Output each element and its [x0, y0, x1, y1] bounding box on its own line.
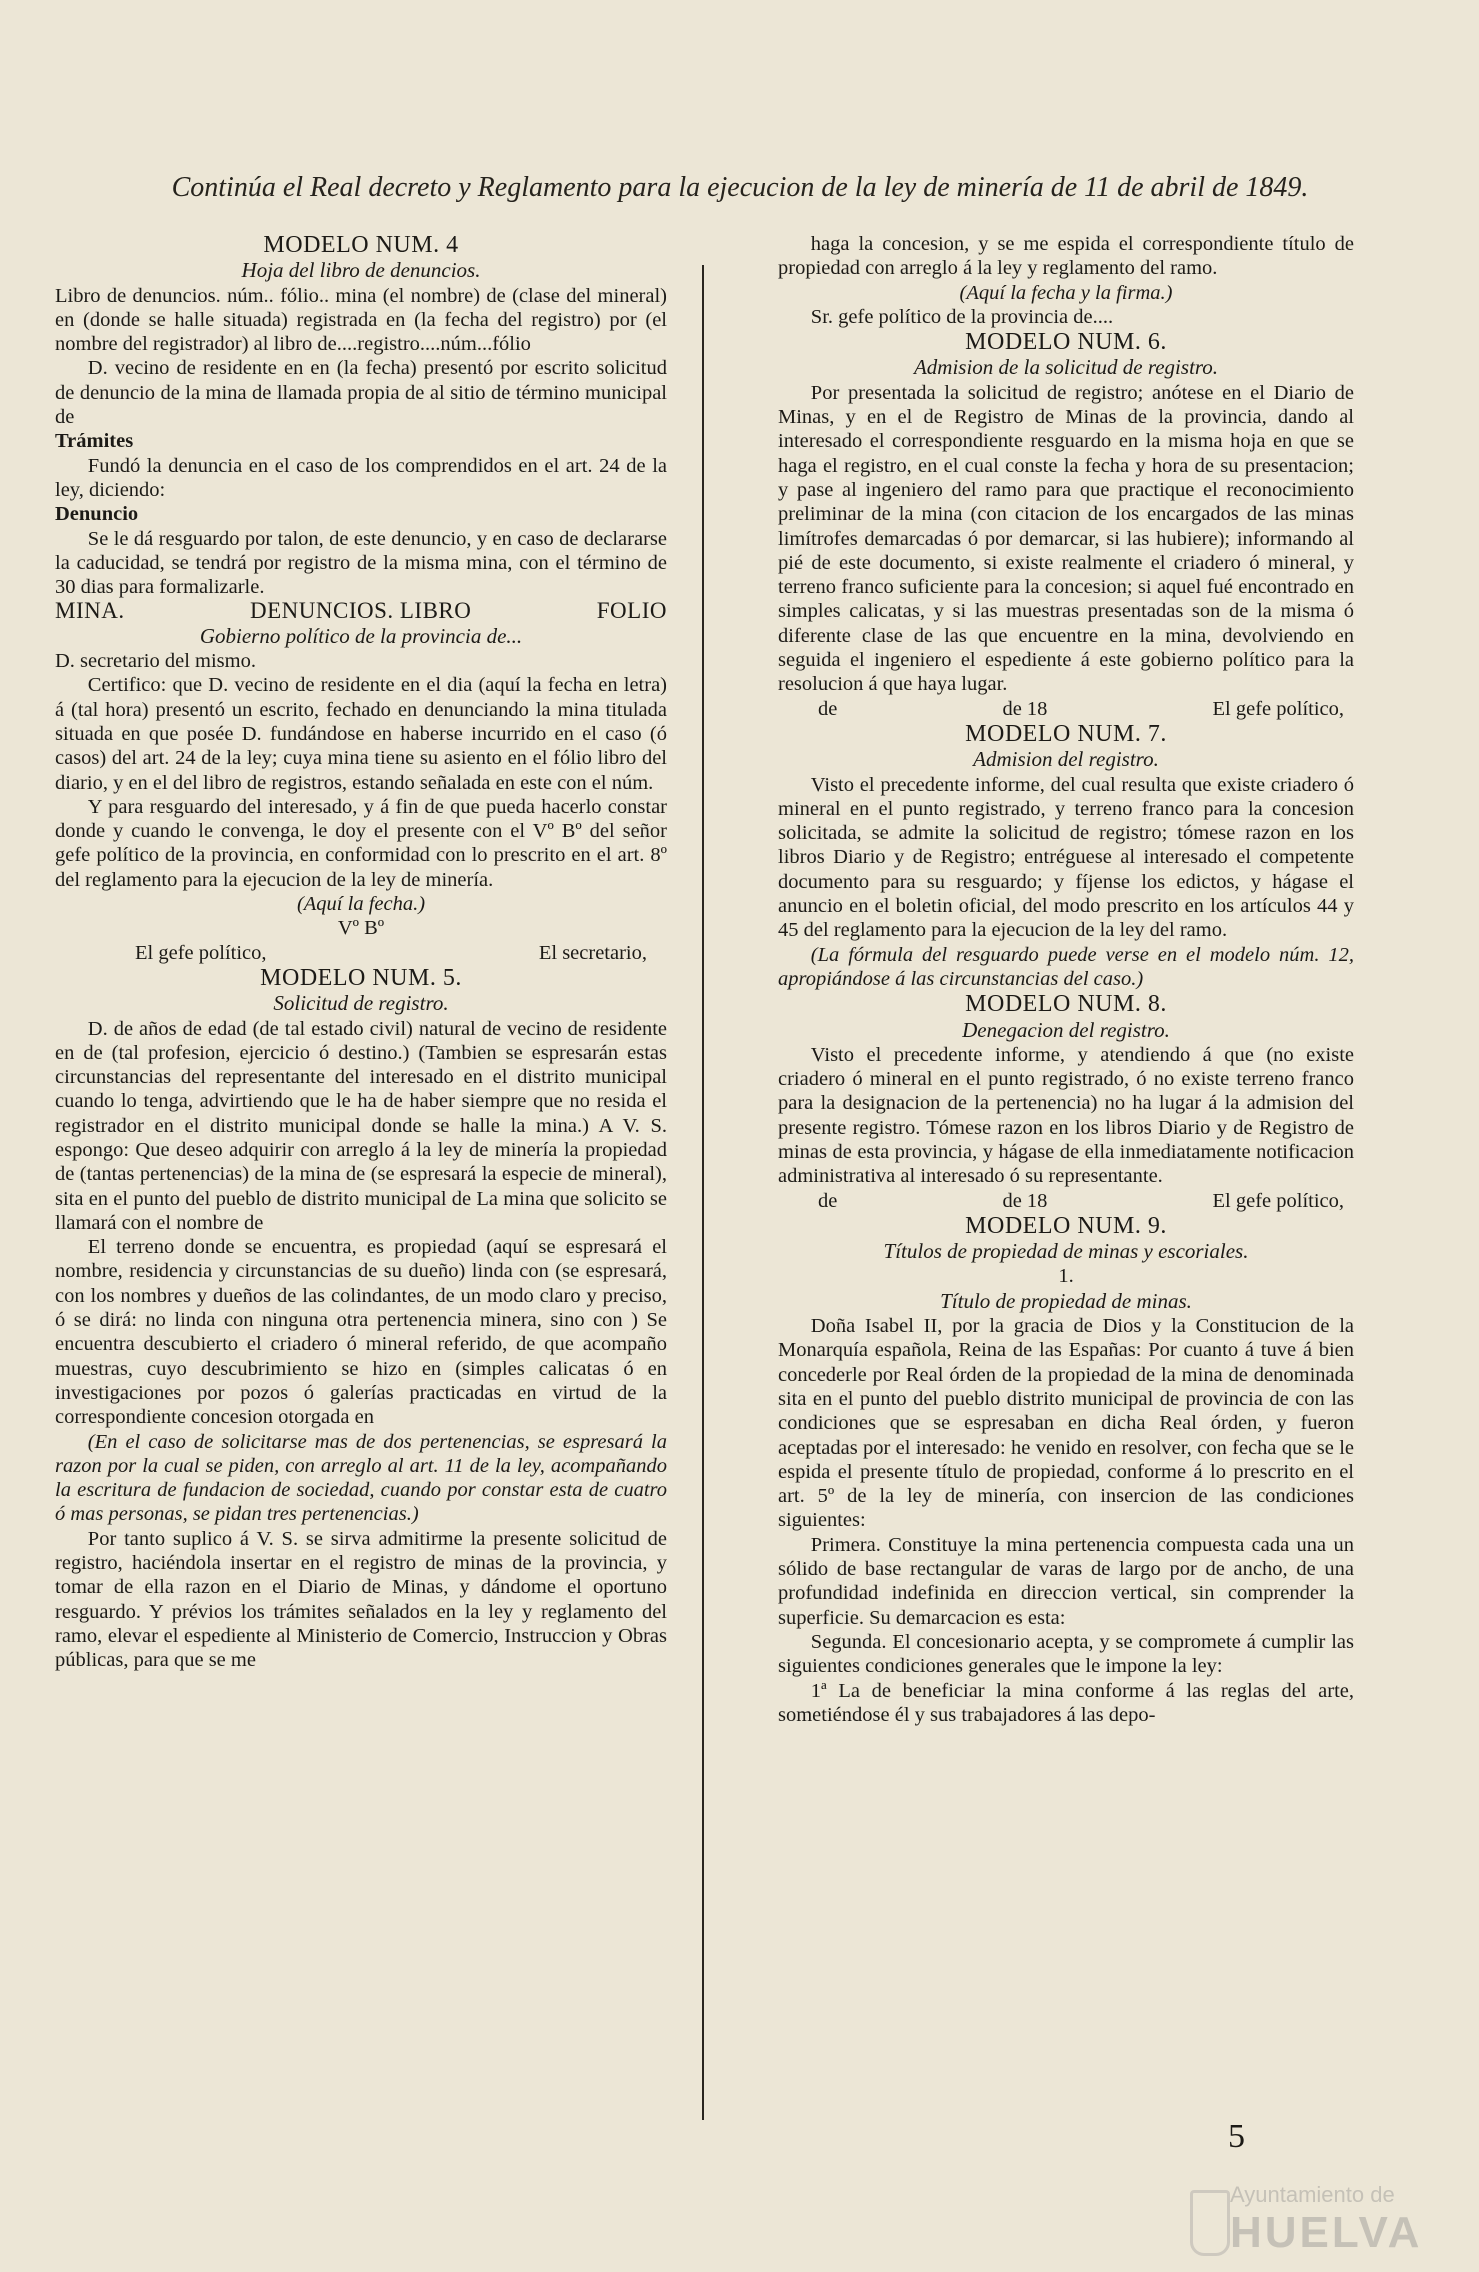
modelo-5-paragraph: D. de años de edad (de tal estado civil) natural de vecino de residente en de (tal profesion, ejercicio ó destino.) (Tambien se espresarán estas circunstancias del representante del interesado en el distrito municipal cuando lo tenga, advirtiendo que le ha de haber siempre que no resida el registrador en el distrito municipal donde se halle la mina.) A V. S. espongo: Que deseo adquirir con arreglo á la ley de minería la propiedad de (tantas pertenencias) de la mina de (se espresará la especie de mineral), sita en el punto del pueblo de distrito municipal de La mina que solicito se llamará con el nombre de — [55, 1017, 667, 1234]
section-number: 1. — [1058, 1265, 1074, 1288]
modelo-7-subtitle: Admision del registro. — [973, 747, 1159, 772]
coat-of-arms-icon — [1190, 2190, 1230, 2256]
modelo-4-subtitle: Hoja del libro de denuncios. — [241, 258, 481, 283]
modelo-9-subtitle: Títulos de propiedad de minas y escoriales. — [883, 1239, 1249, 1264]
modelo-4-paragraph: Se le dá resguardo por talon, de este denuncio, y en caso de declararse la caducidad, se tendrá por registro de la misma mina, con el término de 30 dias para formalizarle. — [55, 527, 667, 599]
modelo-4-paragraph: D. vecino de residente en en (la fecha) presentó por escrito solicitud de denuncio de la mina de llamada propia de al sitio de término municipal de — [55, 357, 667, 429]
modelo-6-paragraph: Por presentada la solicitud de registro; anótese en el Diario de Minas, y en el de Registro de Minas de la provincia, dando al interesado el correspondiente resguardo en la misma hoja en que se haga el registro, en el cual conste la fecha y hora de su presentacion; y pase al ingeniero del ramo para que practique el reconocimiento preliminar de la mina (con citacion de los encargados de las minas limítrofes demarcadas ó por demarcar, si las hubiere); informando al pié de este documento, si existe realmente el criadero ó mineral, y terreno franco suficiente para la concesion; si aquel fué encontrado en simples calicatas, y si las muestras presentadas son de la misma ó diferente clase de las que encuentre en la mina, devolviendo en seguida el ingeniero el espediente á este gobierno político para la resolucion á que haya lugar. — [778, 381, 1354, 696]
modelo-9-paragraph: Segunda. El concesionario acepta, y se compromete á cumplir las siguientes condiciones generales que le impone la ley: — [778, 1630, 1354, 1678]
date-18: de 18 — [1002, 697, 1048, 720]
modelo-9-paragraph: Primera. Constituye la mina pertenencia compuesta cada una un sólido de base rectangular de varas de largo por de ancho, de una profundidad indefinida en direccion vertical, sin comprender la superficie. Su demarcacion es esta: — [778, 1533, 1354, 1629]
modelo-7-note: (La fórmula del resguardo puede verse en el modelo núm. 12, apropiándose á las circunstancias del caso.) — [778, 943, 1354, 990]
left-column — [55, 232, 667, 1673]
right-column — [778, 232, 1354, 1727]
signature-gefe: El gefe político, — [1212, 697, 1344, 720]
modelo-4-paragraph: Fundó la denuncia en el caso de los comprendidos en el art. 24 de la ley, diciendo: — [55, 454, 667, 501]
folio-folio: FOLIO — [596, 598, 667, 624]
modelo-5-continuation: haga la concesion, y se me espida el correspondiente título de propiedad con arreglo á la ley y reglamento del ramo. — [778, 233, 1354, 280]
modelo-4-paragraph: Certifico: que D. vecino de residente en el dia (aquí la fecha en letra) á (tal hora) presentó un escrito, fechado en denunciando la mina titulada situada en que posée D. fundándose en haberse incurrido en el caso (ó casos) del art. 24 de la ley; cuya mina tiene su asiento en el fólio libro del diario, y en el del libro de registros, estando señalada en este con el núm. — [55, 674, 667, 794]
folio-mina: MINA. — [55, 598, 125, 624]
modelo-7-paragraph: Visto el precedente informe, del cual resulta que existe criadero ó mineral en el punto registrado, y terreno franco para la concesion solicitada, se admite la solicitud de registro; tómese razon en los libros Diario y de Registro; entréguese al interesado el competente documento para su resguardo; y fíjense los edictos, y hágase el anuncio en el boletin oficial, del modo prescrito en los artículos 44 y 45 del reglamento para la ejecucion de la ley del ramo. — [778, 773, 1354, 942]
signature-gefe: El gefe político, — [135, 941, 267, 964]
date-de: de — [818, 697, 838, 720]
modelo-5-paragraph: Por tanto suplico á V. S. se sirva admitirme la presente solicitud de registro, haciéndola insertar en el registro de minas de la provincia, y tomar de ella razon en el Diario de Minas, y dándome el oportuno resguardo. Y prévios los trámites señalados en la ley y reglamento del ramo, elevar el espediente al Ministerio de Comercio, Instruccion y Obras públicas, para que se me — [55, 1527, 667, 1672]
modelo-9-paragraph: Doña Isabel II, por la gracia de Dios y la Constitucion de la Monarquía española, Reina de las Españas: Por cuanto á tuve á bien concederle por Real órden de la propiedad de la mina de denominada sita en el punto del pueblo distrito municipal de provincia de con las condiciones que se espresaban en dicha Real órden, y fueron aceptadas por el interesado: he venido en resolver, con fecha que se le espida el presente título de propiedad, conforme á lo prescrito en el art. 5º de la ley de minería, con insercion de las condiciones siguientes: — [778, 1315, 1354, 1532]
modelo-5-subtitle: Solicitud de registro. — [273, 991, 449, 1016]
addressee-line: Sr. gefe político de la provincia de.... — [810, 305, 1114, 328]
watermark-line-2: HUELVA — [1230, 2208, 1423, 2257]
date-line — [778, 1189, 1354, 1213]
modelo-8-title: MODELO NUM. 8. — [965, 991, 1167, 1018]
watermark-line-1: Ayuntamiento de — [1230, 2182, 1395, 2207]
folio-libro: DENUNCIOS. LIBRO — [249, 598, 472, 624]
folio-header — [55, 599, 667, 623]
modelo-5-paragraph: (En el caso de solicitarse mas de dos pertenencias, se espresará la razon por la cual se piden, con arreglo al art. 11 de la ley, acompañando la escritura de fundacion de sociedad, cuando por constar esta de cuatro ó mas personas, se pidan tres pertenencias.) — [55, 1430, 667, 1526]
date-line — [778, 697, 1354, 721]
modelo-9-paragraph: 1ª La de beneficiar la mina conforme á las reglas del arte, sometiéndose él y sus trabajadores á las depo- — [778, 1679, 1354, 1726]
date-placeholder: (Aquí la fecha.) — [296, 893, 426, 916]
modelo-5-paragraph: El terreno donde se encuentra, es propiedad (aquí se espresará el nombre, residencia y circunstancias de su dueño) linda con (se espresará, con los nombres y dueños de las colindantes, de un modo claro y preciso, ó se dirá: no linda con ninguna otra pertenencia minera, sino con ) Se encuentra descubierto el criadero ó mineral referido, de que acompaño muestras, cuyo descubrimiento se hizo en (simples calicatas ó en investigaciones por pozos ó galerías practicadas en virtud de la correspondiente concesion otorgada en — [55, 1236, 667, 1429]
modelo-9-title: MODELO NUM. 9. — [965, 1212, 1167, 1239]
signature-gefe: El gefe político, — [1212, 1189, 1344, 1212]
date-signature-placeholder: (Aquí la fecha y la firma.) — [959, 281, 1173, 304]
secretario-line: D. secretario del mismo. — [55, 650, 256, 673]
column-divider — [702, 265, 704, 2120]
modelo-8-subtitle: Denegacion del registro. — [962, 1017, 1170, 1042]
signature-row — [55, 941, 667, 965]
visto-bueno: Vº Bº — [337, 917, 385, 940]
modelo-4-paragraph: Libro de denuncios. núm.. fólio.. mina (el nombre) de (clase del mineral) en (donde se halle situada) registrada en (la fecha del registro) por (el nombre del registrador) al libro de....registro....núm...fólio — [55, 284, 667, 356]
modelo-6-title: MODELO NUM. 6. — [965, 329, 1167, 356]
modelo-4-title: MODELO NUM. 4 — [263, 232, 459, 258]
archive-watermark — [1190, 2180, 1440, 2260]
running-head: Continúa el Real decreto y Reglamento para la ejecucion de la ley de minería de 11 de abril de 1849. — [171, 172, 1309, 203]
modelo-5-title: MODELO NUM. 5. — [260, 964, 462, 991]
date-18: de 18 — [1002, 1189, 1048, 1212]
margin-label-denuncio: Denuncio — [55, 503, 139, 526]
modelo-8-paragraph: Visto el precedente informe, y atendiendo á que (no existe criadero ó mineral en el punto registrado, ó no existe terreno franco para la designacion de la pertenencia) no ha lugar á la admision del presente registro. Tómese razon en los libros Diario y de Registro de minas de esta provincia, y hágase de ella inmediatamente notificacion administrativa al interesado ó su representante. — [778, 1043, 1354, 1188]
margin-label-tramites: Trámites — [55, 430, 134, 453]
modelo-6-subtitle: Admision de la solicitud de registro. — [913, 355, 1219, 380]
modelo-9-subtitle-2: Título de propiedad de minas. — [940, 1288, 1192, 1313]
signature-secretario: El secretario, — [538, 941, 647, 964]
date-de: de — [818, 1189, 838, 1212]
page-number: 5 — [1228, 2118, 1245, 2155]
modelo-7-title: MODELO NUM. 7. — [965, 720, 1167, 747]
modelo-4-paragraph: Y para resguardo del interesado, y á fin de que pueda hacerlo constar donde y cuando le convenga, le doy el presente con el Vº Bº del señor gefe político de la provincia, en conformidad con lo prescrito en el art. 8º del reglamento para la ejecucion de la ley de minería. — [55, 795, 667, 891]
gobierno-line: Gobierno político de la provincia de... — [199, 623, 523, 648]
